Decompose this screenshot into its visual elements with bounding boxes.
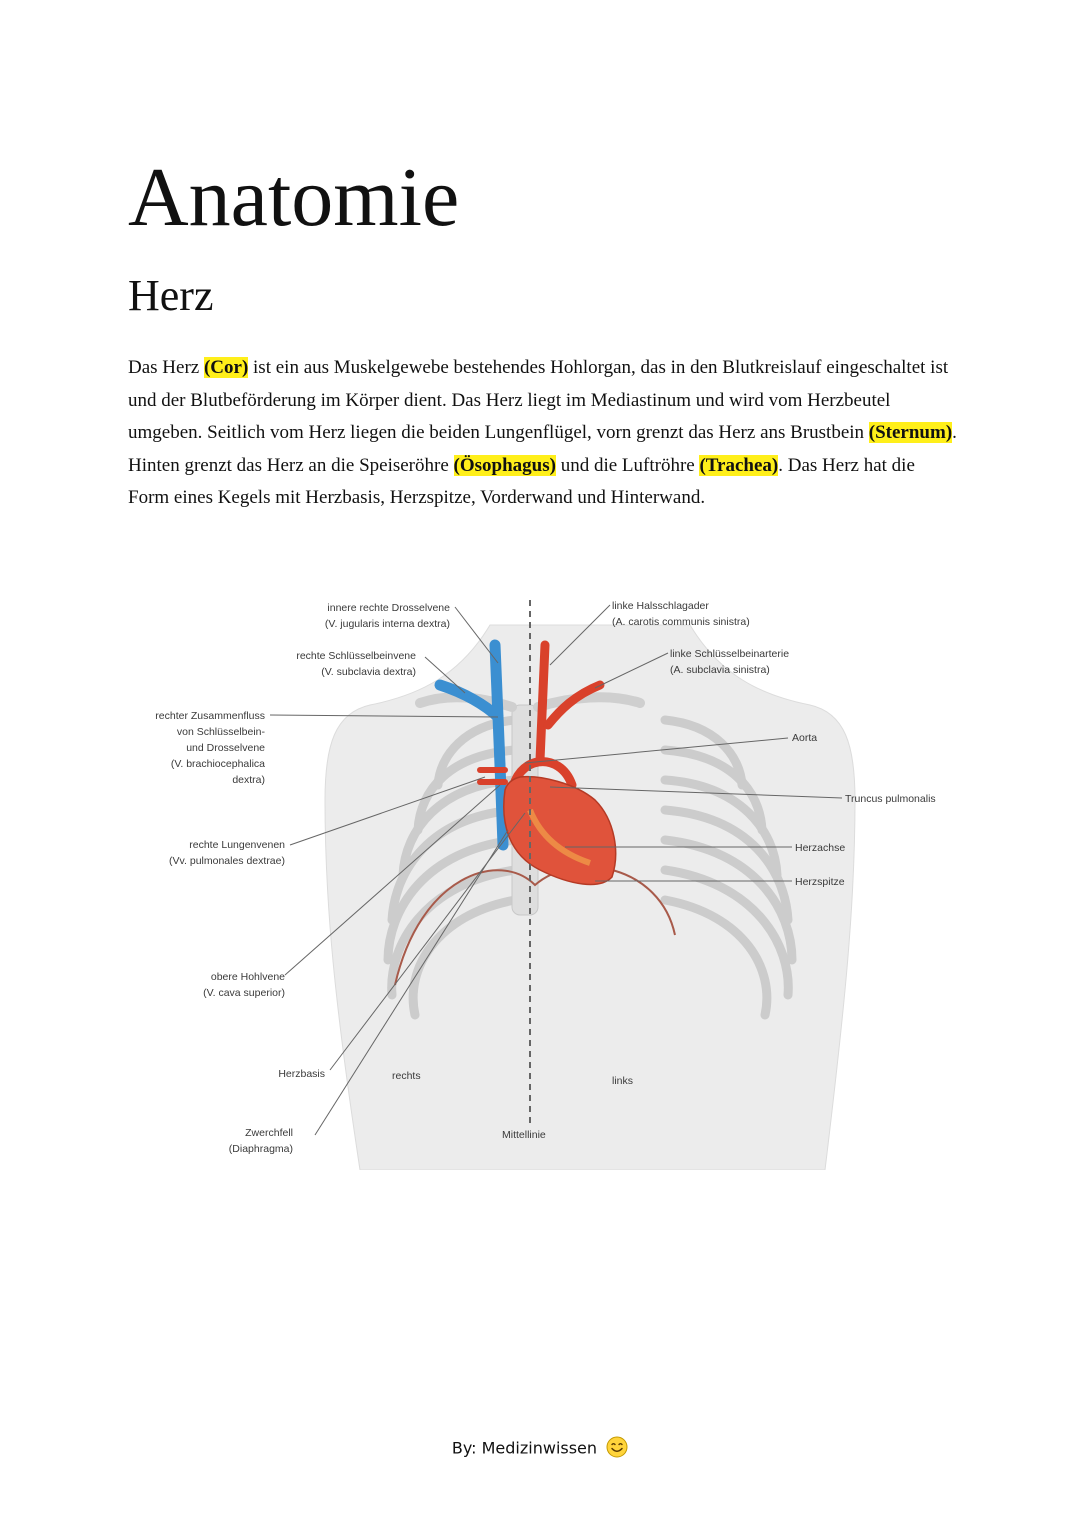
label-linke-schluesselbeinarterie: linke Schlüsselbeinarterie bbox=[670, 648, 790, 660]
label-rechte-lungenvenen: rechte Lungenvenen bbox=[189, 839, 285, 851]
label-mittellinie: Mittellinie bbox=[502, 1129, 546, 1141]
label-zusammenfluss-5: dextra) bbox=[232, 774, 265, 786]
label-truncus-pulmonalis: Truncus pulmonalis bbox=[845, 793, 936, 805]
heart-illustration bbox=[120, 585, 970, 1170]
label-innere-rechte-drosselvene-latin: (V. jugularis interna dextra) bbox=[324, 618, 450, 630]
highlight-cor: (Cor) bbox=[203, 357, 249, 378]
label-herzspitze: Herzspitze bbox=[795, 876, 845, 888]
label-obere-hohlvene: obere Hohlvene bbox=[210, 971, 285, 983]
text-run: . Das Herz hat die Form eines Kegels mit Herzbasis, Herzspitze, Vorderwand und Hinterwand. bbox=[128, 454, 915, 509]
label-linke-halsschlagader-latin: (A. carotis communis sinistra) bbox=[612, 616, 750, 628]
label-rechts: rechts bbox=[392, 1070, 421, 1082]
highlight-oesophagus: (Ösophagus) bbox=[453, 454, 556, 476]
label-rechte-lungenvenen-latin: (Vv. pulmonales dextrae) bbox=[169, 855, 285, 867]
label-zwerchfell-latin: (Diaphragma) bbox=[228, 1143, 293, 1155]
label-links: links bbox=[612, 1075, 634, 1087]
label-obere-hohlvene-latin: (V. cava superior) bbox=[203, 987, 285, 999]
label-zusammenfluss-4: (V. brachiocephalica bbox=[170, 758, 265, 770]
label-rechte-schluesselbeinvene: rechte Schlüsselbeinvene bbox=[296, 650, 416, 662]
text-run: ist ein aus Muskelgewebe bestehendes Hohlorgan, das in den Blutkreislauf eingeschaltet ist und der Blutbeförderung im Körper dient. Das Herz liegt im Mediastinum und wird vom Herzbeutel umgeben. Seitlich vom Herz liegen die beiden Lungenflügel, vorn grenzt das Herz ans Brustbein bbox=[128, 357, 949, 444]
heart-anatomy-figure bbox=[120, 585, 970, 1170]
text-run: und die Luftröhre bbox=[555, 454, 700, 476]
body-paragraph bbox=[128, 352, 958, 515]
label-aorta: Aorta bbox=[792, 732, 818, 744]
page-title: Anatomie bbox=[128, 151, 460, 244]
label-zusammenfluss-3: und Drosselvene bbox=[186, 742, 265, 754]
section-heading: Herz bbox=[128, 271, 214, 320]
footer-credit bbox=[0, 1436, 1080, 1462]
label-zwerchfell: Zwerchfell bbox=[245, 1127, 293, 1139]
text-run: . Hinten grenzt das Herz an die Speiseröhre bbox=[128, 422, 957, 476]
label-herzachse: Herzachse bbox=[795, 842, 846, 854]
label-zusammenfluss-1: rechter Zusammenfluss bbox=[155, 710, 265, 722]
highlight-sternum: (Sternum) bbox=[868, 422, 953, 444]
smiley-icon bbox=[606, 1436, 628, 1462]
label-linke-halsschlagader: linke Halsschlagader bbox=[612, 600, 709, 612]
label-rechte-schluesselbeinvene-latin: (V. subclavia dextra) bbox=[321, 666, 416, 678]
label-innere-rechte-drosselvene: innere rechte Drosselvene bbox=[327, 602, 450, 614]
label-zusammenfluss-2: von Schlüsselbein- bbox=[176, 726, 265, 738]
footer-text: By: Medizinwissen bbox=[451, 1438, 598, 1458]
label-linke-schluesselbeinarterie-latin: (A. subclavia sinistra) bbox=[670, 664, 770, 676]
highlight-trachea: (Trachea) bbox=[699, 454, 779, 476]
label-herzbasis: Herzbasis bbox=[278, 1068, 325, 1080]
text-run: Das Herz bbox=[128, 357, 204, 378]
